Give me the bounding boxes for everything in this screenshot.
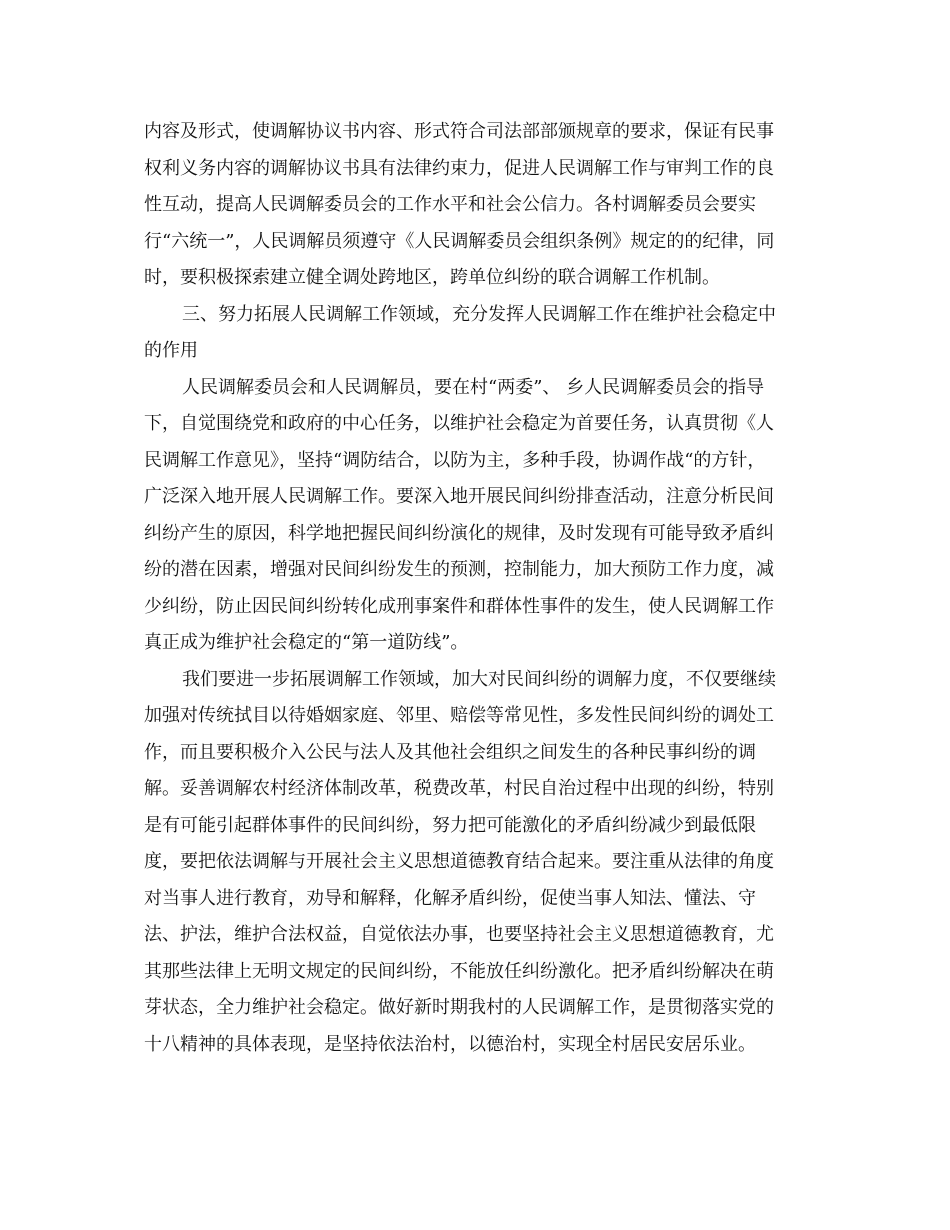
paragraph-1 [144, 114, 810, 297]
paragraph-line: 内容及形式，使调解协议书内容、形式符合司法部部颁规章的要求，保证有民事 [144, 121, 774, 142]
paragraph-line: 作，而且要积极介入公民与法人及其他社会组织之间发生的各种民事纠纷的调 [144, 741, 756, 763]
paragraph-line: 权利义务内容的调解协议书具有法律约束力，促进人民调解工作与审判工作的良 [144, 157, 774, 179]
paragraph-line: 下，自觉围绕党和政府的中心任务，以维护社会稳定为首要任务，认真贯彻《人 [144, 413, 774, 434]
paragraph-line: 少纠纷，防止因民间纠纷转化成刑事案件和群体性事件的发生，使人民调解工作 [144, 595, 774, 617]
paragraph-3 [144, 370, 810, 662]
paragraph-4 [144, 662, 810, 1064]
paragraph-line: 真正成为维护社会稳定的“第一道防线”。 [144, 632, 469, 653]
paragraph-line: 纠纷产生的原因，科学地把握民间纠纷演化的规律，及时发现有可能导致矛盾纠 [144, 522, 774, 544]
paragraph-line: 十八精神的具体表现，是坚持依法治村，以德治村，实现全村居民安居乐业。 [144, 1033, 756, 1055]
paragraph-line: 民调解工作意见》，坚持“调防结合，以防为主，多种手段，协调作战“的方针， [144, 449, 766, 471]
paragraph-line: 解。妥善调解农村经济体制改革，税费改革，村民自治过程中出现的纠纷，特别 [144, 778, 774, 799]
paragraph-line: 我们要进一步拓展调解工作领域，加大对民间纠纷的调解力度，不仅要继续 [182, 668, 776, 690]
section-heading-3 [144, 297, 810, 370]
heading-line: 的作用 [144, 340, 198, 361]
paragraph-line: 人民调解委员会和人民调解员，要在村“两委”、 乡人民调解委员会的指导 [182, 376, 765, 398]
heading-line: 三、努力拓展人民调解工作领域，充分发挥人民调解工作在维护社会稳定中 [182, 303, 776, 325]
paragraph-line: 加强对传统拭目以待婚姻家庭、邻里、赔偿等常见性，多发性民间纠纷的调处工 [144, 705, 774, 726]
paragraph-line: 芽状态，全力维护社会稳定。做好新时期我村的人民调解工作，是贯彻落实党的 [144, 997, 774, 1018]
paragraph-line: 广泛深入地开展人民调解工作。要深入地开展民间纠纷排查活动，注意分析民间 [144, 486, 774, 507]
paragraph-line: 时，要积极探索建立健全调处跨地区，跨单位纠纷的联合调解工作机制。 [144, 267, 720, 288]
paragraph-line: 性互动，提高人民调解委员会的工作水平和社会公信力。各村调解委员会要实 [144, 194, 756, 215]
document-body [144, 114, 810, 1063]
paragraph-line: 行“六统一”，人民调解员须遵守《人民调解委员会组织条例》规定的的纪律，同 [144, 230, 775, 252]
paragraph-line: 是有可能引起群体事件的民间纠纷，努力把可能激化的矛盾纠纷减少到最低限 [144, 814, 756, 836]
paragraph-line: 度，要把依法调解与开展社会主义思想道德教育结合起来。要注重从法律的角度 [144, 851, 774, 872]
paragraph-line: 其那些法律上无明文规定的民间纠纷，不能放任纠纷激化。把矛盾纠纷解决在萌 [144, 960, 774, 982]
paragraph-line: 法、护法，维护合法权益，自觉依法办事，也要坚持社会主义思想道德教育，尤 [144, 924, 774, 945]
paragraph-line: 对当事人进行教育，劝导和解释，化解矛盾纠纷，促使当事人知法、懂法、守 [144, 887, 756, 909]
paragraph-line: 纷的潜在因素，增强对民间纠纷发生的预测，控制能力，加大预防工作力度，减 [144, 559, 774, 580]
